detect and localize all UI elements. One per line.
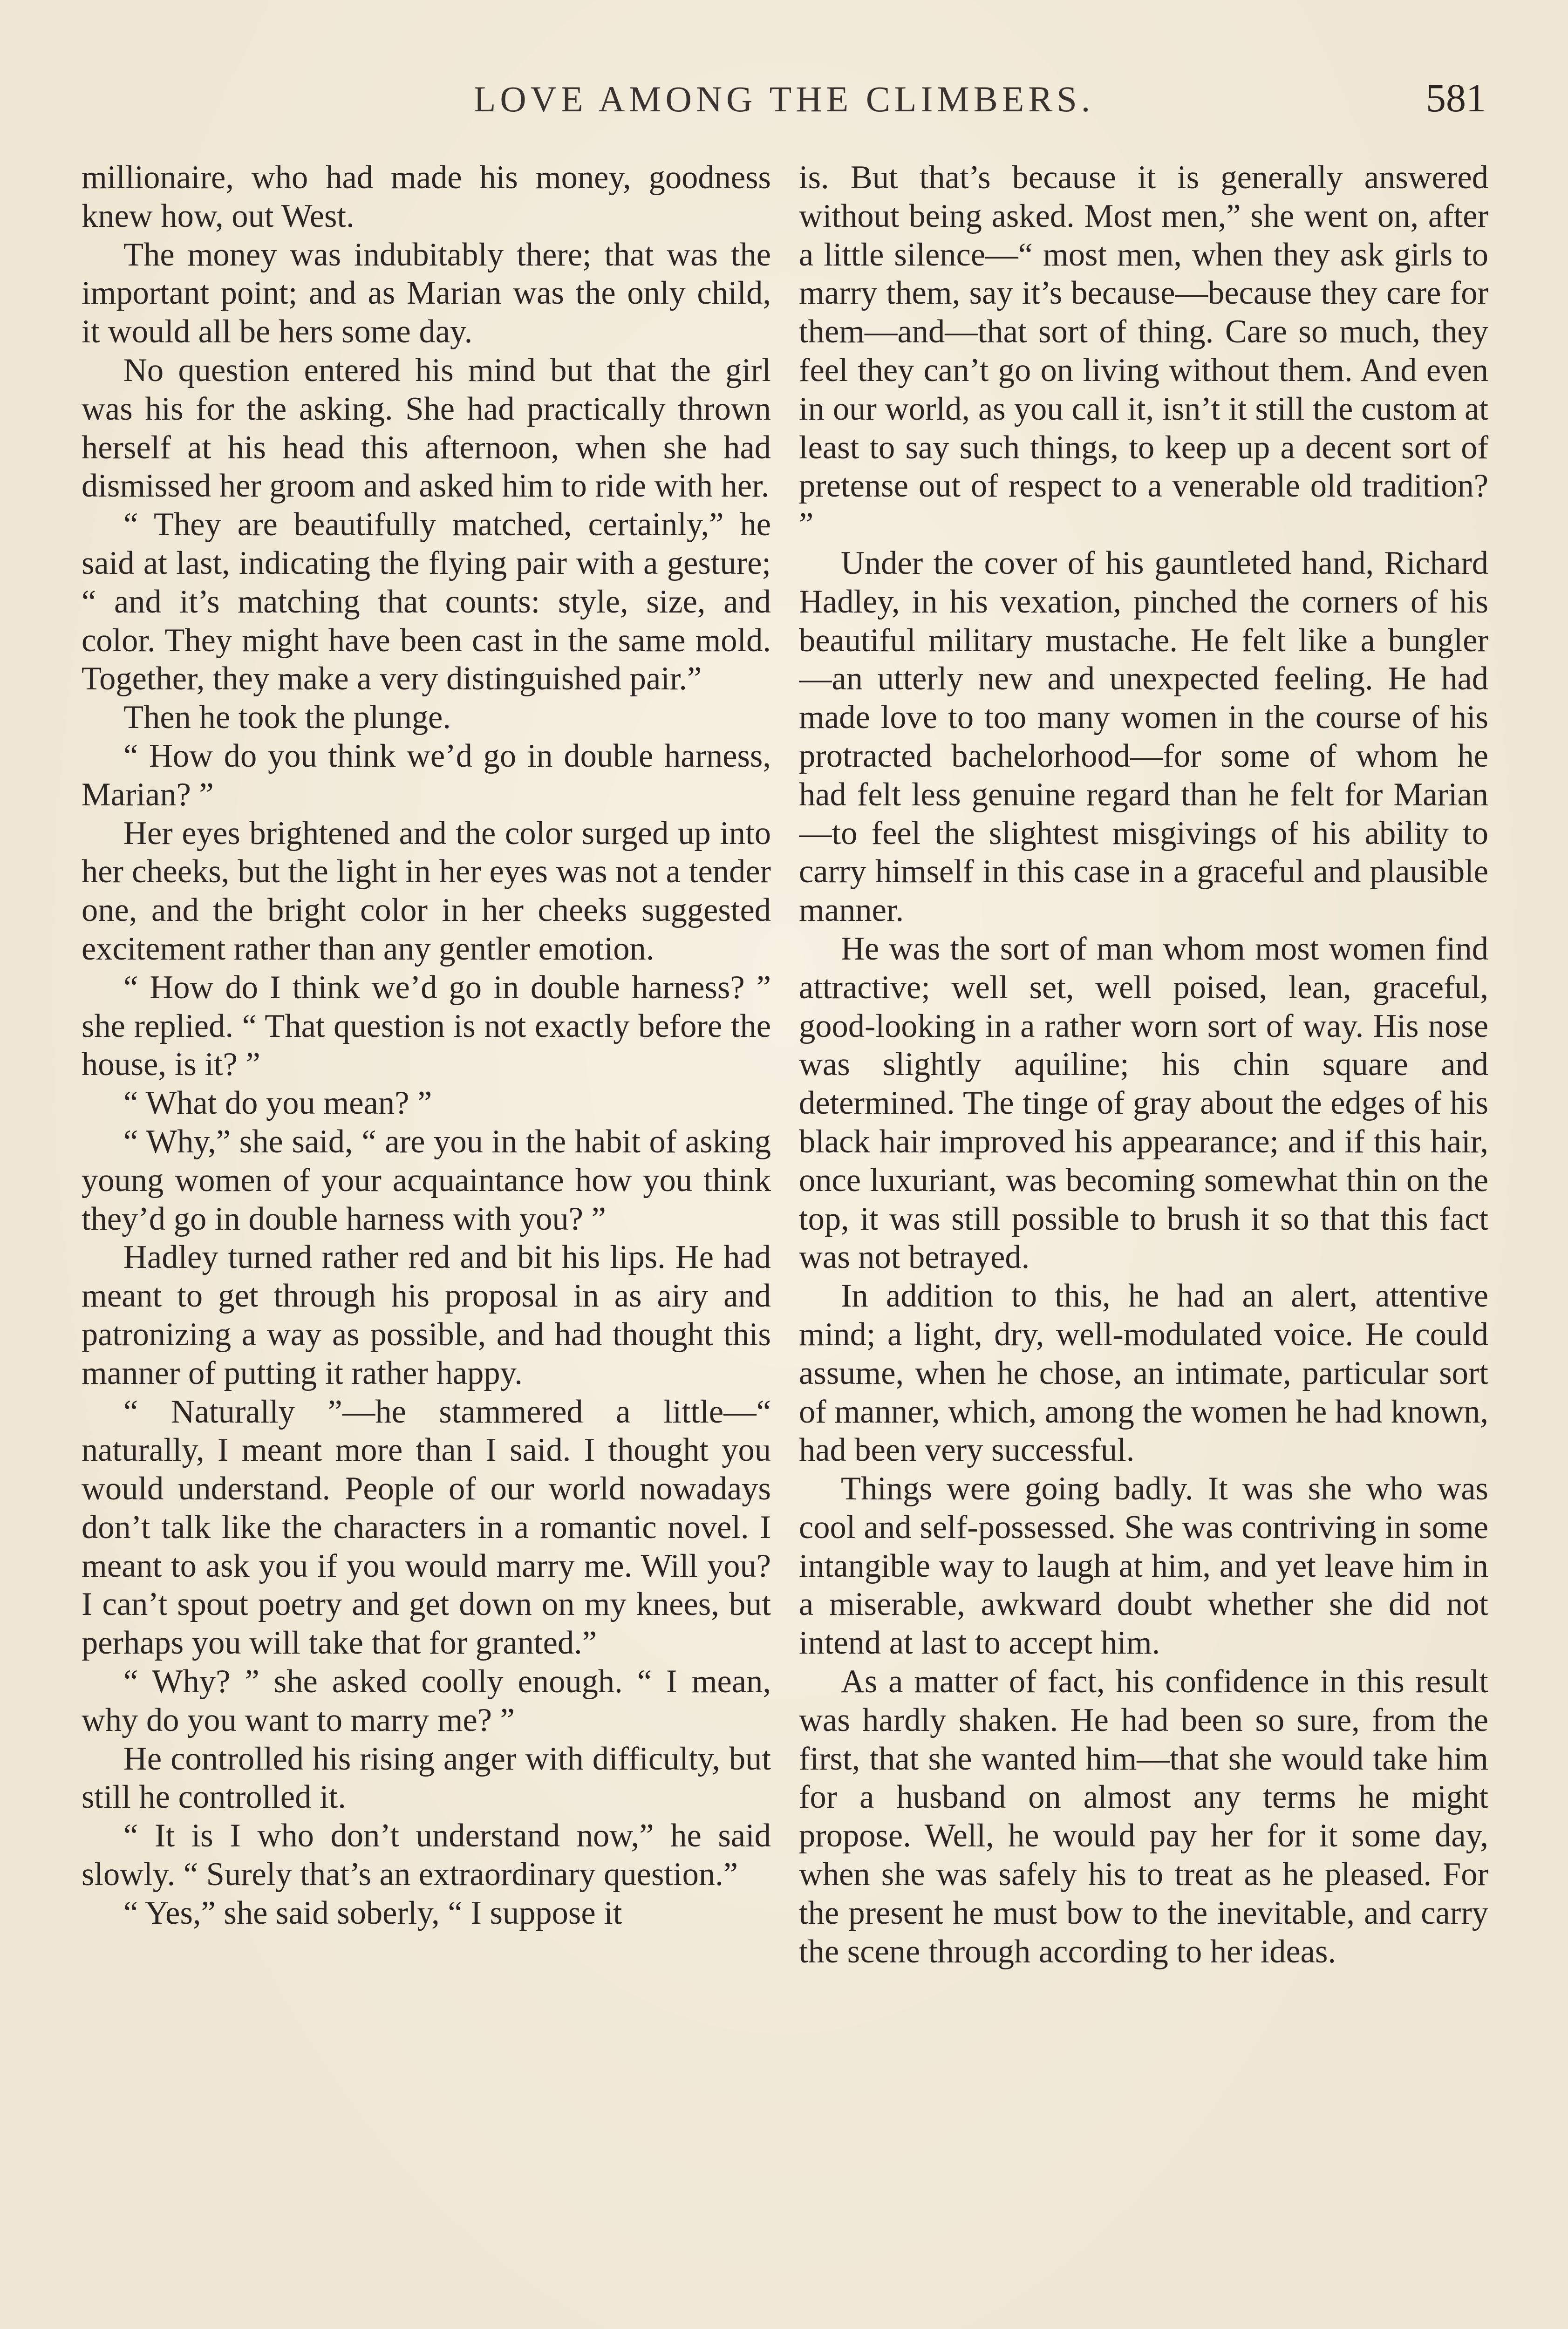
paragraph: Her eyes brightened and the color surged up into her cheeks, but the light in her eyes was not a tender one, and the bright color in her cheeks suggested excitement rather than any gentler emotion. (82, 815, 771, 967)
paragraph: He was the sort of man whom most women find attractive; well set, well poised, lean, graceful, good-looking in a rather worn sort of way. His nose was slightly aquiline; his chin square and determined. The tinge of gray about the edges of his black hair improved his appearance; and if this hair, once luxuriant, was becoming somewhat thin on the top, it was still possible to brush it so that this fact was not betrayed. (799, 930, 1488, 1276)
paragraph: The money was indubitably there; that was the important point; and as Marian was the only child, it would all be hers some day. (82, 236, 771, 350)
paragraph: He controlled his rising anger with difficulty, but still he controlled it. (82, 1740, 771, 1816)
running-head (0, 75, 1568, 130)
paragraph: No question entered his mind but that the girl was his for the asking. She had practically thrown herself at his head this afternoon, when she had dismissed her groom and asked him to ride with her. (82, 352, 771, 504)
paragraph: “ Why? ” she asked coolly enough. “ I mean, why do you want to marry me? ” (82, 1663, 771, 1738)
paragraph: “ Yes,” she said soberly, “ I suppose it (123, 1894, 622, 1931)
paragraph: millionaire, who had made his money, goodness knew how, out West. (82, 159, 771, 234)
paragraph: As a matter of fact, his confidence in this result was hardly shaken. He had been so sure, from the first, that she wanted him—that she would take him for a husband on almost any terms he might propose. Well, he would pay her for it some day, when she was safely his to treat as he pleased. For the present he must bow to the inevitable, and carry the scene through according to her ideas. (799, 1663, 1488, 1970)
paragraph: “ Naturally ”—he stammered a little—“ naturally, I meant more than I said. I thought you would understand. People of our world nowadays don’t talk like the characters in a romantic novel. I meant to ask you if you would marry me. Will you? I can’t spout poetry and get down on my knees, but perhaps you will take that for granted.” (82, 1393, 771, 1662)
right-column (799, 158, 1488, 2329)
running-title: LOVE AMONG THE CLIMBERS. (473, 79, 1095, 119)
paragraph: “ Why,” she said, “ are you in the habit of asking young women of your acquaintance how you think they’d go in double harness with you? ” (82, 1123, 771, 1237)
paragraph: Then he took the plunge. (123, 699, 451, 736)
paragraph: Hadley turned rather red and bit his lips. He had meant to get through his proposal in as airy and patronizing a way as possible, and had thought this manner of putting it rather happy. (82, 1239, 771, 1391)
paragraph: “ It is I who don’t understand now,” he said slowly. “ Surely that’s an extraordinary question.” (82, 1818, 771, 1893)
paragraph: “ How do you think we’d go in double harness, Marian? ” (82, 737, 771, 813)
paragraph: “ They are beautifully matched, certainly,” he said at last, indicating the flying pair with a gesture; “ and it’s matching that counts: style, size, and color. They might have been cast in the same mold. Together, they make a very distinguished pair.” (82, 506, 771, 697)
paragraph: Under the cover of his gauntleted hand, Richard Hadley, in his vexation, pinched the corners of his beautiful military mustache. He felt like a bungler—an utterly new and unexpected feeling. He had made love to too many women in the course of his protracted bachelorhood—for some of whom he had felt less genuine regard than he felt for Marian—to feel the slightest misgivings of his ability to carry himself in this case in a graceful and plausible manner. (799, 545, 1488, 929)
page-number: 581 (1426, 75, 1486, 120)
paragraph: Things were going badly. It was she who was cool and self-possessed. She was contriving in some intangible way to laugh at him, and yet leave him in a miserable, awkward doubt whether she did not intend at last to accept him. (799, 1471, 1488, 1662)
paragraph: “ How do I think we’d go in double harness? ” she replied. “ That question is not exactly before the house, is it? ” (82, 969, 771, 1083)
paragraph: In addition to this, he had an alert, attentive mind; a light, dry, well-modulated voice. He could assume, when he chose, an intimate, particular sort of manner, which, among the women he had known, had been very successful. (799, 1278, 1488, 1469)
paragraph: is. But that’s because it is generally answered without being asked. Most men,” she went on, after a little silence—“ most men, when they ask girls to marry them, say it’s because—because they care for them—and—that sort of thing. Care so much, they feel they can’t go on living without them. And even in our world, as you call it, isn’t it still the custom at least to say such things, to keep up a decent sort of pretense out of respect to a venerable old tradition? ” (799, 159, 1488, 543)
paragraph: “ What do you mean? ” (123, 1085, 432, 1122)
left-column (82, 158, 771, 2329)
